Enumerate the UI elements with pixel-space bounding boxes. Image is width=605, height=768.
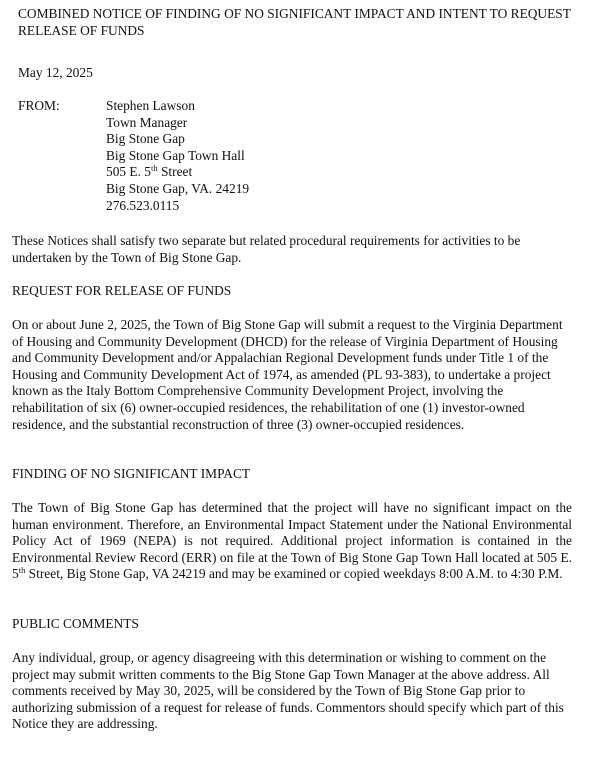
notice-title: COMBINED NOTICE OF FINDING OF NO SIGNIFICANT IMPACT AND INTENT TO REQUEST RELEASE OF FUNDS	[18, 6, 571, 38]
finding-heading: FINDING OF NO SIGNIFICANT IMPACT	[12, 466, 251, 481]
request-heading: REQUEST FOR RELEASE OF FUNDS	[12, 283, 232, 298]
from-street-number: 505 E. 5	[106, 164, 152, 180]
from-street	[106, 164, 406, 181]
public-paragraph: Any individual, group, or agency disagreeing with this determination or wishing to comment on the project may submit written comments to the Big Stone Gap Town Manager at the above address. All comments received by May 30, 2025, will be considered by the Town of Big Stone Gap prior to authorizing submission of a request for release of funds. Commentors should specify which part of this Notice they are addressing.	[12, 650, 564, 732]
public-heading: PUBLIC COMMENTS	[12, 616, 139, 631]
finding-text-part1: The Town of Big Stone Gap has determined that the project will have no significant impact on the human environment. Therefore, an Environmental Impact Statement under the National Environmental Policy Act of 1969 (NEPA) is not required. Additional project information is contained in the Environmental Review Record (ERR) on file at the Town of Big Stone Gap Town Hall located at 505 E. 5	[12, 500, 572, 582]
request-paragraph: On or about June 2, 2025, the Town of Big Stone Gap will submit a request to the Virginia Department of Housing and Community Development (DHCD) for the release of Virginia Department of Housing and Community Development and/or Appalachian Regional Development funds under Title 1 of the Housing and Community Development Act of 1974, as amended (PL 93-383), to undertake a project known as the Italy Bottom Comprehensive Community Development Project, involving the rehabilitation of six (6) owner-occupied residences, the rehabilitation of one (1) investor-owned residence, and the substantial reconstruction of three (3) owner-occupied residences.	[12, 317, 563, 432]
from-phone: 276.523.0115	[106, 197, 180, 213]
notice-date: May 12, 2025	[18, 65, 93, 80]
from-address-block	[106, 98, 406, 214]
from-city-state-zip: Big Stone Gap, VA. 24219	[106, 180, 250, 196]
from-street-name: Street	[157, 164, 193, 180]
from-organization: Big Stone Gap	[106, 131, 185, 147]
from-building: Big Stone Gap Town Hall	[106, 147, 245, 163]
finding-paragraph	[12, 500, 572, 583]
finding-text-part2: Street, Big Stone Gap, VA 24219 and may be examined or copied weekdays 8:00 A.M. to 4:30 P.M.	[25, 566, 563, 582]
from-label: FROM:	[18, 98, 60, 113]
from-position: Town Manager	[106, 114, 188, 130]
finding-street-ordinal: th	[18, 565, 26, 576]
from-street-ordinal: th	[151, 163, 158, 174]
intro-paragraph: These Notices shall satisfy two separate but related procedural requirements for activities to be undertaken by the Town of Big Stone Gap.	[12, 233, 521, 265]
from-name: Stephen Lawson	[106, 98, 195, 113]
